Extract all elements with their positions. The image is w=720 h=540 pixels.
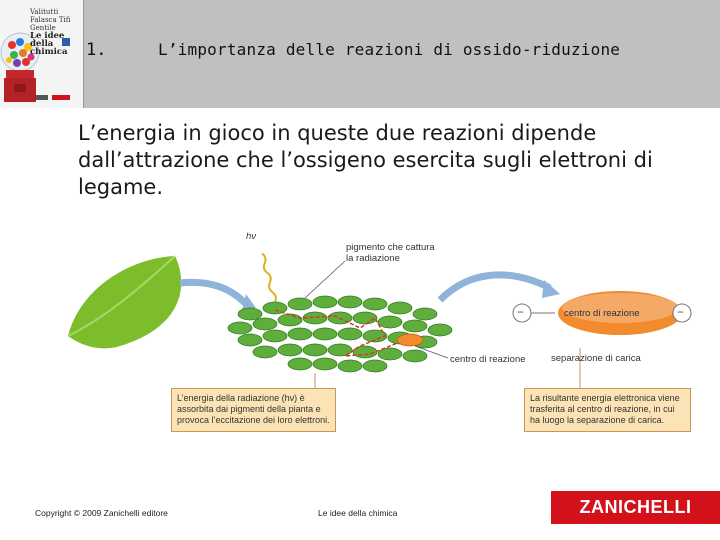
book-cover-thumbnail xyxy=(0,0,84,108)
footer-copyright: Copyright © 2009 Zanichelli editore xyxy=(35,508,168,518)
zanichelli-logo: ZANICHELLI xyxy=(551,491,720,524)
pigment-leader xyxy=(305,261,345,298)
cover-title xyxy=(30,8,82,56)
reaction-center-right-label: centro di reazione xyxy=(564,308,640,319)
pigment-label: pigmento che cattura la radiazione xyxy=(346,242,435,264)
hv-label: hν xyxy=(246,231,257,242)
caption-left: L’energia della radiazione (hν) è assorbita dai pigmenti della pianta e provoca l’eccitazione dei loro elettroni. xyxy=(171,388,336,432)
body-text: L’energia in gioco in queste due reazioni dipende dall’attrazione che l’ossigeno esercita sugli elettroni di legame. xyxy=(78,121,653,199)
header-bar xyxy=(0,0,720,108)
reaction-center-left xyxy=(397,334,423,346)
photon-wave xyxy=(260,253,277,302)
leaf-icon xyxy=(68,256,181,348)
minus-left: − xyxy=(517,305,525,319)
reaction-center-label: centro di reazione xyxy=(450,354,526,365)
arrow-to-reaction-center xyxy=(440,275,550,300)
minus-right: − xyxy=(677,305,685,319)
cover-author: Valitutti xyxy=(30,8,59,16)
slide-title: L’importanza delle reazioni di ossido-riduzione xyxy=(158,40,621,59)
caption-right: La risultante energia elettronica viene trasferita al centro di reazione, in cui ha luogo la separazione di carica. xyxy=(524,388,691,432)
charge-separation-label: separazione di carica xyxy=(551,353,641,364)
cover-book-title: Le idee della chimica xyxy=(30,31,68,57)
arrow-leaf-to-pigments xyxy=(180,282,245,303)
cover-authors: Falasca Tifi Gentile xyxy=(30,16,71,32)
footer-book-title: Le idee della chimica xyxy=(318,508,398,518)
slide-number: 1. xyxy=(86,40,107,60)
pigment-cluster xyxy=(228,296,452,372)
photosynthesis-figure xyxy=(60,228,700,438)
